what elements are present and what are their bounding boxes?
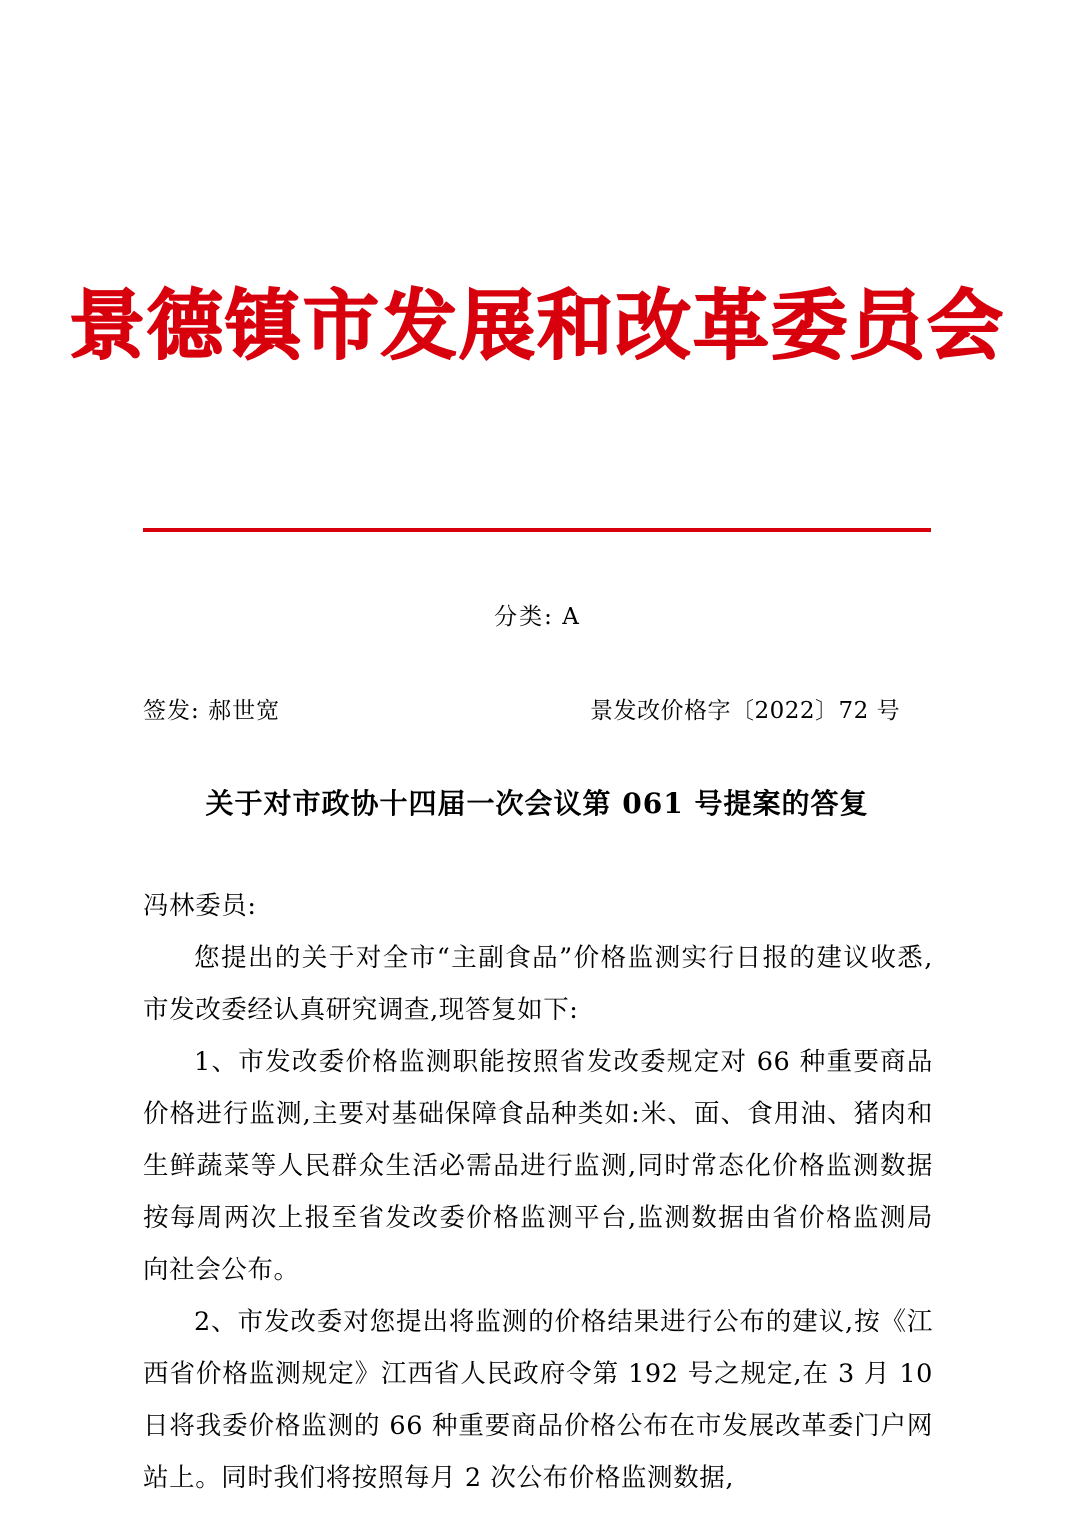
signer-name: 郝世宽 bbox=[208, 698, 281, 724]
body-paragraph-1: 您提出的关于对全市“主副食品”价格监测实行日报的建议收悉,市发改委经认真研究调查,现答复如下: bbox=[143, 943, 933, 1025]
organization-masthead: 景德镇市发展和改革委员会 bbox=[69, 281, 1005, 370]
body-paragraph-3: 2、市发改委对您提出将监测的价格结果进行公布的建议,按《江西省价格监测规定》江西省人民政府令第 192 号之规定,在 3 月 10 日将我委价格监测的 66 种重要商品价格公布在市发展改革委门户网站上。同时我们将按照每月 2 次公布价格监测数据, bbox=[143, 1307, 933, 1493]
signer-line bbox=[143, 692, 280, 725]
document-number: 景发改价格字〔2022〕72 号 bbox=[590, 698, 901, 724]
document-title: 关于对市政协十四届一次会议第 061 号提案的答复 bbox=[205, 787, 869, 820]
header-divider-rule bbox=[143, 528, 931, 532]
body-paragraph-2: 1、市发改委价格监测职能按照省发改委规定对 66 种重要商品价格进行监测,主要对基础保障食品种类如:米、面、食用油、猪肉和生鲜蔬菜等人民群众生活必需品进行监测,同时常态化价格监测数据按每周两次上报至省发改委价格监测平台,监测数据由省价格监测局向社会公布。 bbox=[143, 1047, 933, 1285]
classification-value: A bbox=[562, 604, 580, 630]
classification-line bbox=[0, 598, 1074, 631]
signer-label: 签发: bbox=[143, 698, 200, 724]
classification-label: 分类: bbox=[494, 604, 554, 630]
salutation: 冯林委员: bbox=[143, 891, 257, 921]
document-body bbox=[143, 880, 933, 1504]
